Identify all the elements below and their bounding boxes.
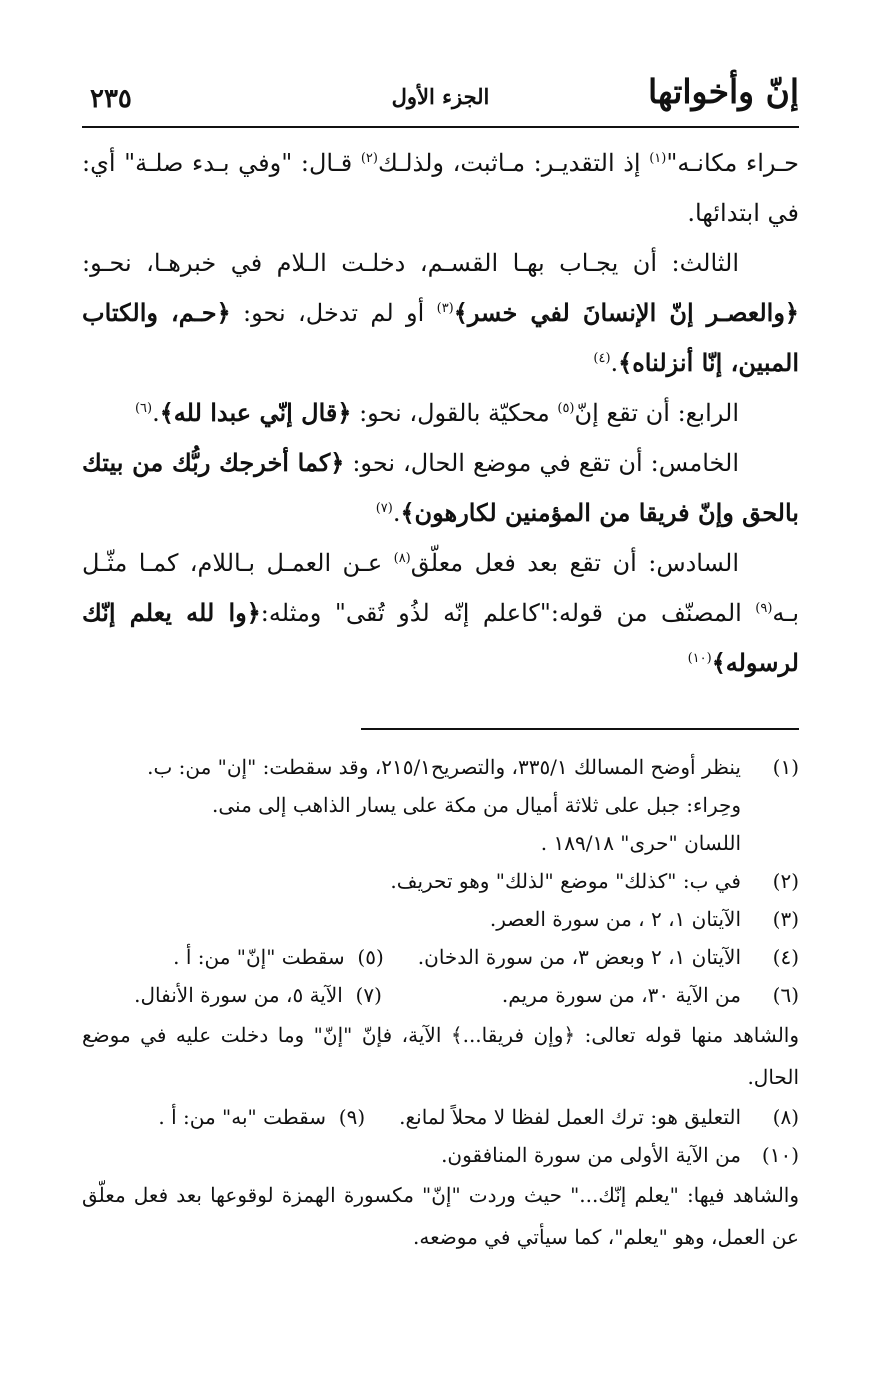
footnote-ref: (١) xyxy=(649,151,667,166)
paragraph-third xyxy=(82,238,799,388)
footnote-4-text: الآيتان ١، ٢ وبعض ٣، من سورة الدخان. xyxy=(417,945,741,969)
footnote-ref: (٧) xyxy=(375,501,393,516)
page-header xyxy=(82,72,799,122)
text-run: إذ التقديـر: مـاثبت، ولذلـك xyxy=(377,149,650,177)
footnote-rule xyxy=(361,728,799,730)
text-run: الخامس: أن تقع في موضع الحال، نحو: xyxy=(344,449,739,477)
footnote-9-text: سقطت "به" من: أ . xyxy=(158,1105,327,1129)
footnotes xyxy=(82,748,799,1258)
footnote-7-text: الآية ٥، من سورة الأنفال. xyxy=(134,983,343,1007)
page-number: ٢٣٥ xyxy=(90,84,132,114)
quran-quote: ﴿حـم، والكتاب المبين، إنّا أنزلناه﴾ xyxy=(82,298,799,377)
footnote-text: من الآية الأولى من سورة المنافقون. xyxy=(441,1143,741,1167)
footnote-text xyxy=(82,1098,741,1136)
footnote-text: الآيتان ١، ٢ ، من سورة العصر. xyxy=(489,907,741,931)
text-run: محكيّة بالقول، نحو: xyxy=(351,399,558,427)
footnote-ref: (٩) xyxy=(755,601,773,616)
footnote-ref: (٤) xyxy=(593,351,611,366)
footnote-ref: (٢) xyxy=(360,151,378,166)
footnote-number: (١) xyxy=(772,755,799,779)
text-run: . xyxy=(152,399,160,427)
quran-quote: ﴿كما أخرجك ربُّك من بيتك بالحق وإنّ فريقا من المؤمنين لكارهون﴾ xyxy=(82,448,799,527)
quran-quote: ﴿والعصـر إنّ الإنسانَ لفي خسر﴾ xyxy=(453,298,799,327)
paragraph-continuation xyxy=(82,138,799,238)
footnote-ref: (٦) xyxy=(134,401,153,416)
footnote-7-note: والشاهد منها قوله تعالى: ﴿وإن فريقا...﴾ الآية، فإنّ "إنّ" وما دخلت عليه في موضع الحال. xyxy=(82,1023,799,1089)
footnote-1 xyxy=(82,748,799,786)
footnote-10-note: والشاهد فيها: "يعلم إنّك..." حيث وردت "إنّ" مكسورة الهمزة لوقوعها بعد فعل معلّق عن العمل، وهو "يعلم"، كما سيأتي في موضعه. xyxy=(82,1183,799,1249)
paragraph-fourth xyxy=(82,388,799,438)
text-run: الرابع: أن تقع إنّ xyxy=(574,399,739,427)
footnote-6-7 xyxy=(82,976,799,1014)
footnote-text: في ب: "كذلك" موضع "لذلك" وهو تحريف. xyxy=(390,869,741,893)
text-run: أو لم تدخل، نحو: xyxy=(230,299,437,327)
text-run: المصنّف من قوله:"كاعلم إنّه لذُو تُقى" ومثله: xyxy=(260,599,756,627)
footnote-text: ينظر أوضح المسالك ٣٣٥/١، والتصريح٢١٥/١، وقد سقطت: "إن" من: ب. xyxy=(147,755,741,779)
footnote-4-5 xyxy=(82,938,799,976)
footnote-3 xyxy=(82,900,799,938)
footnote-8-text: التعليق هو: ترك العمل لفظا لا محلاً لمانع. xyxy=(399,1105,741,1129)
footnote-number: (٨) xyxy=(772,1105,799,1129)
footnote-number: (٧) xyxy=(355,983,382,1007)
footnote-number: (٤) xyxy=(772,945,799,969)
footnote-ref: (٨) xyxy=(393,551,411,566)
text-run: قـال: "وفي بـدء صلـة" أي: في ابتدائها. xyxy=(82,149,799,227)
quran-quote: ﴿وا لله يعلم إنّك لرسوله﴾ xyxy=(82,598,799,677)
footnote-number: (١٠) xyxy=(761,1143,799,1167)
header-rule xyxy=(82,126,799,128)
footnote-number: (٩) xyxy=(338,1105,366,1129)
footnote-8-9 xyxy=(82,1098,799,1136)
text-run: حـراء مكانـه" xyxy=(666,149,800,177)
footnote-text: اللسان "حرى" ١٨٩/١٨ . xyxy=(540,831,741,855)
paragraph-fifth xyxy=(82,438,799,538)
footnote-ref: (٥) xyxy=(557,401,575,416)
footnote-number: (٥) xyxy=(357,945,384,969)
text-run: . xyxy=(610,349,619,377)
quran-quote: ﴿قال إنّي عبدا لله﴾ xyxy=(159,398,352,427)
footnote-number: (٢) xyxy=(772,869,799,893)
footnote-5-text: سقطت "إنّ" من: أ . xyxy=(173,945,345,969)
paragraph-sixth xyxy=(82,538,799,688)
footnote-10 xyxy=(82,1136,799,1174)
text-run: عـن العمـل بـاللام، كمـا مثّـل بـه xyxy=(82,549,799,627)
main-text xyxy=(82,138,799,688)
text-run: الثالث: أن يجـاب بهـا القسـم، دخلـت الـلام في خبرهـا، نحـو: xyxy=(82,249,739,277)
footnote-number: (٣) xyxy=(772,907,799,931)
footnote-text xyxy=(82,976,741,1014)
footnote-text xyxy=(82,938,741,976)
footnote-6-text: من الآية ٣٠، من سورة مريم. xyxy=(501,983,741,1007)
footnote-ref: (٣) xyxy=(436,301,454,316)
footnote-number: (٦) xyxy=(772,983,799,1007)
footnote-ref: (١٠) xyxy=(687,651,712,666)
footnote-text: وحِراء: جبل على ثلاثة أميال من مكة على يسار الذاهب إلى منى. xyxy=(212,793,741,817)
part-label: الجزء الأول xyxy=(391,84,490,109)
chapter-title: إنّ وأخواتها xyxy=(647,72,799,111)
text-run: السادس: أن تقع بعد فعل معلّق xyxy=(410,549,740,577)
footnote-2 xyxy=(82,862,799,900)
text-run: . xyxy=(392,499,401,527)
